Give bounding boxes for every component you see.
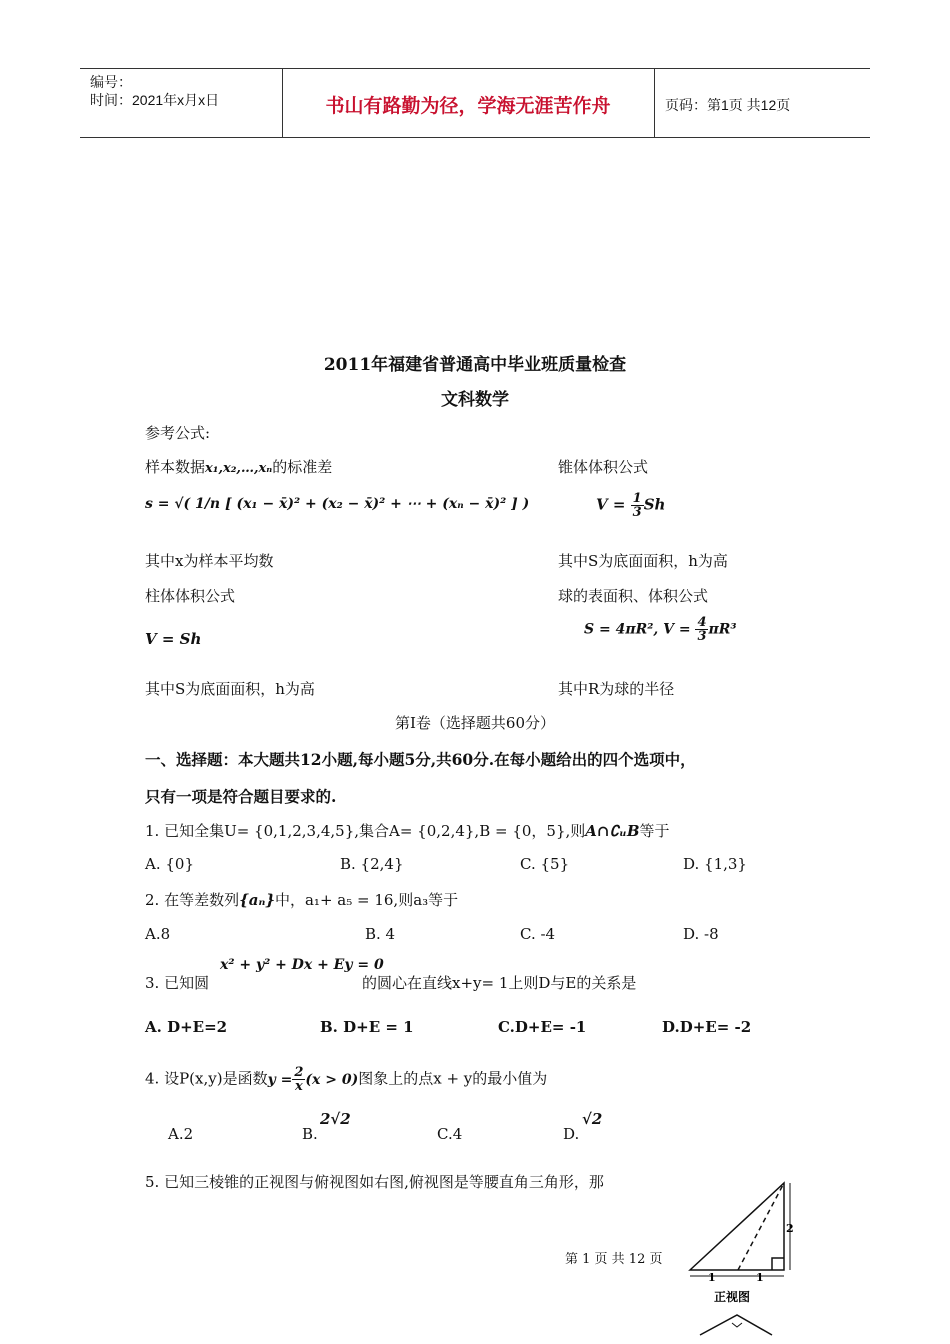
sphere-formula-a: S = 4πR², V = (584, 621, 691, 638)
base-label-right: 1 (756, 1271, 764, 1284)
cylinder-label: 柱体体积公式 (145, 587, 236, 605)
front-view-figure (680, 1175, 800, 1344)
q2-option-d: D. -8 (683, 925, 719, 943)
q2-math: {aₙ} (239, 891, 275, 909)
header-motto: 书山有路勤为径，学海无涯苦作舟 (325, 96, 611, 117)
q1-option-c: C. {5} (520, 855, 570, 873)
cylinder-formula: V = Sh (145, 630, 202, 648)
q1-option-d: D. {1,3} (683, 855, 747, 873)
q1-option-b: B. {2,4} (340, 855, 404, 873)
sphere-note: 其中R为球的半径 (558, 680, 675, 698)
q2-option-c: C. -4 (520, 925, 556, 943)
q2-option-b: B. 4 (365, 925, 396, 943)
header-meta (90, 73, 219, 109)
sphere-formula-fraction (695, 616, 708, 643)
std-dev-label (145, 456, 332, 477)
q1-math: A∩∁ᵤB (585, 822, 640, 840)
q4-math-lhs: y = (267, 1071, 293, 1088)
q4-stem: 4. 设P(x,y)是函数 (145, 1069, 268, 1088)
q4-math-fraction (292, 1066, 305, 1093)
q2-option-a: A.8 (145, 925, 171, 943)
header-number: 编号： (90, 74, 132, 90)
question-4 (145, 1066, 547, 1093)
q3-option-d: D.D+E= -2 (662, 1018, 752, 1036)
q3-math: x² + y² + Dx + Ey = 0 (220, 957, 384, 973)
header-divider-right (654, 69, 655, 137)
top-view-partial (700, 1315, 772, 1335)
std-dev-formula: s = √( 1/n [ (x₁ − x̄)² + (x₂ − x̄)² + ⋯ + (xₙ − x̄)² ] ) (145, 496, 530, 512)
q3-tail: 的圆心在直线x+y= 1上则D与E的关系是 (362, 974, 637, 992)
cone-frac-den: 3 (632, 505, 642, 520)
q1-stem: 1. 已知全集U= {0,1,2,3,4,5},集合A= {0,2,4},B = {0，5},则 (145, 822, 586, 840)
q1-tail: 等于 (639, 822, 670, 840)
figure-caption: 正视图 (714, 1290, 751, 1304)
q4-frac-den: x (294, 1079, 303, 1094)
q1-option-a: A. {0} (145, 855, 194, 873)
q3-stem: 3. 已知圆 (145, 974, 210, 992)
q2-stem: 2. 在等差数列 (145, 891, 240, 909)
cone-label: 锥体体积公式 (558, 458, 649, 476)
q3-option-b: B. D+E = 1 (320, 1018, 414, 1036)
sphere-label: 球的表面积、体积公式 (558, 587, 709, 605)
top-view-right-angle (732, 1323, 742, 1327)
q4-option-b: B. (302, 1125, 318, 1143)
q3-option-a: A. D+E=2 (145, 1018, 228, 1036)
sphere-formula (584, 616, 737, 643)
q4-option-c: C.4 (437, 1125, 463, 1143)
cone-formula (596, 492, 665, 519)
mean-note: 其中x为样本平均数 (145, 552, 274, 570)
q4-math-cond: (x > 0) (305, 1071, 359, 1088)
header-time: 时间：2021年x月x日 (90, 92, 220, 108)
doc-title: 2011年福建省普通高中毕业班质量检查 (323, 355, 627, 375)
q4-option-a: A.2 (168, 1125, 194, 1143)
q2-tail: 中，a₁+ a₅ = 16,则a₃等于 (274, 891, 459, 909)
sphere-frac-den: 3 (697, 629, 707, 644)
front-view-right-angle (772, 1258, 784, 1270)
front-view-dashed-edge (738, 1183, 784, 1270)
question-2 (145, 889, 458, 910)
front-view-triangle (690, 1183, 784, 1270)
formulas-heading: 参考公式: (145, 424, 211, 442)
sphere-formula-b: πR³ (708, 621, 737, 638)
q4-tail: 图象上的点x + y的最小值为 (358, 1069, 548, 1088)
q5-stem: 5. 已知三棱锥的正视图与俯视图如右图,俯视图是等腰直角三角形，那 (145, 1173, 604, 1191)
std-dev-vars: x₁,x₂,…,xₙ (205, 461, 273, 476)
cone-formula-rhs: Sh (643, 495, 666, 514)
q4-option-b-math: 2√2 (320, 1110, 351, 1128)
header-page-info: 页码：第1页 共12页 (665, 97, 791, 113)
page-footer: 第 1 页 共 12 页 (565, 1252, 663, 1267)
height-label: 2 (786, 1222, 794, 1235)
cylinder-note: 其中S为底面面积，h为高 (145, 680, 315, 698)
cone-frac-num: 1 (632, 491, 642, 506)
q3-option-c: C.D+E= -1 (498, 1018, 587, 1036)
q4-option-d: D. (563, 1125, 580, 1143)
q4-math (267, 1065, 359, 1094)
sphere-frac-num: 4 (697, 615, 707, 630)
document-header (80, 68, 870, 138)
instruction-line-2: 只有一项是符合题目要求的. (145, 787, 337, 806)
cone-formula-lhs: V = (596, 495, 626, 514)
part-title: 第I卷（选择题共60分） (394, 714, 555, 732)
base-label-left: 1 (708, 1271, 716, 1284)
q4-option-d-math: √2 (582, 1110, 603, 1128)
cone-formula-fraction (631, 492, 644, 519)
question-1 (145, 820, 670, 841)
doc-subtitle: 文科数学 (441, 390, 509, 410)
instruction-line-1: 一、选择题：本大题共12小题,每小题5分,共60分.在每小题给出的四个选项中， (145, 750, 696, 769)
q4-frac-num: 2 (294, 1065, 304, 1080)
cone-note: 其中S为底面面积，h为高 (558, 552, 728, 570)
std-dev-label-pre: 样本数据 (145, 458, 206, 476)
std-dev-label-post: 的标准差 (272, 458, 333, 476)
